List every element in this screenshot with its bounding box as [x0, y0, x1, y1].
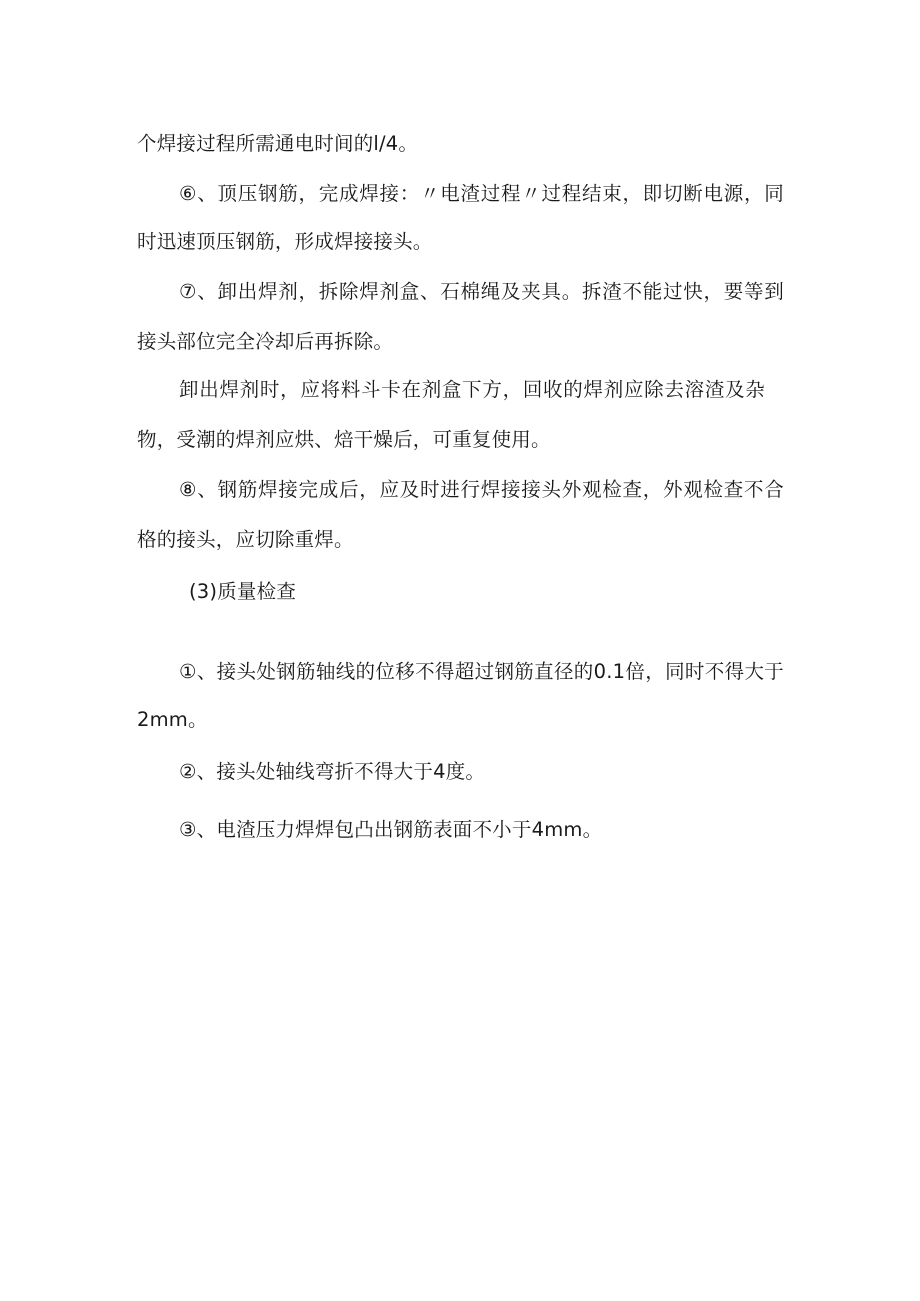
section-heading: (3)质量检查: [189, 580, 297, 603]
text-line: 格的接头，应切除重焊。: [137, 528, 354, 551]
text-line: 时迅速顶压钢筋，形成焊接接头。: [137, 230, 433, 253]
text-line: 2mm。: [137, 708, 208, 731]
text-line: 接头部位完全冷却后再拆除。: [137, 330, 394, 353]
text-line: 个焊接过程所需通电时间的l/4。: [137, 132, 419, 155]
text-line: 卸出焊剂时，应将料斗卡在剂盒下方，回收的焊剂应除去溶渣及杂: [179, 378, 765, 401]
text-line: ②、接头处轴线弯折不得大于4度。: [179, 760, 486, 783]
text-line: ⑧、钢筋焊接完成后，应及时进行焊接接头外观检查，外观检查不合: [179, 478, 784, 501]
text-line: 物，受潮的焊剂应烘、焙干燥后，可重复使用。: [137, 428, 551, 451]
text-line: ③、电渣压力焊焊包凸出钢筋表面不小于4mm。: [179, 818, 603, 841]
text-line: ⑦、卸出焊剂，拆除焊剂盒、石棉绳及夹具。拆渣不能过快，要等到: [179, 280, 784, 303]
text-line: ⑥、顶压钢筋，完成焊接：〃电渣过程〃过程结束，即切断电源，同: [179, 182, 784, 205]
text-line: ①、接头处钢筋轴线的位移不得超过钢筋直径的0.1倍，同时不得大于: [179, 660, 784, 683]
